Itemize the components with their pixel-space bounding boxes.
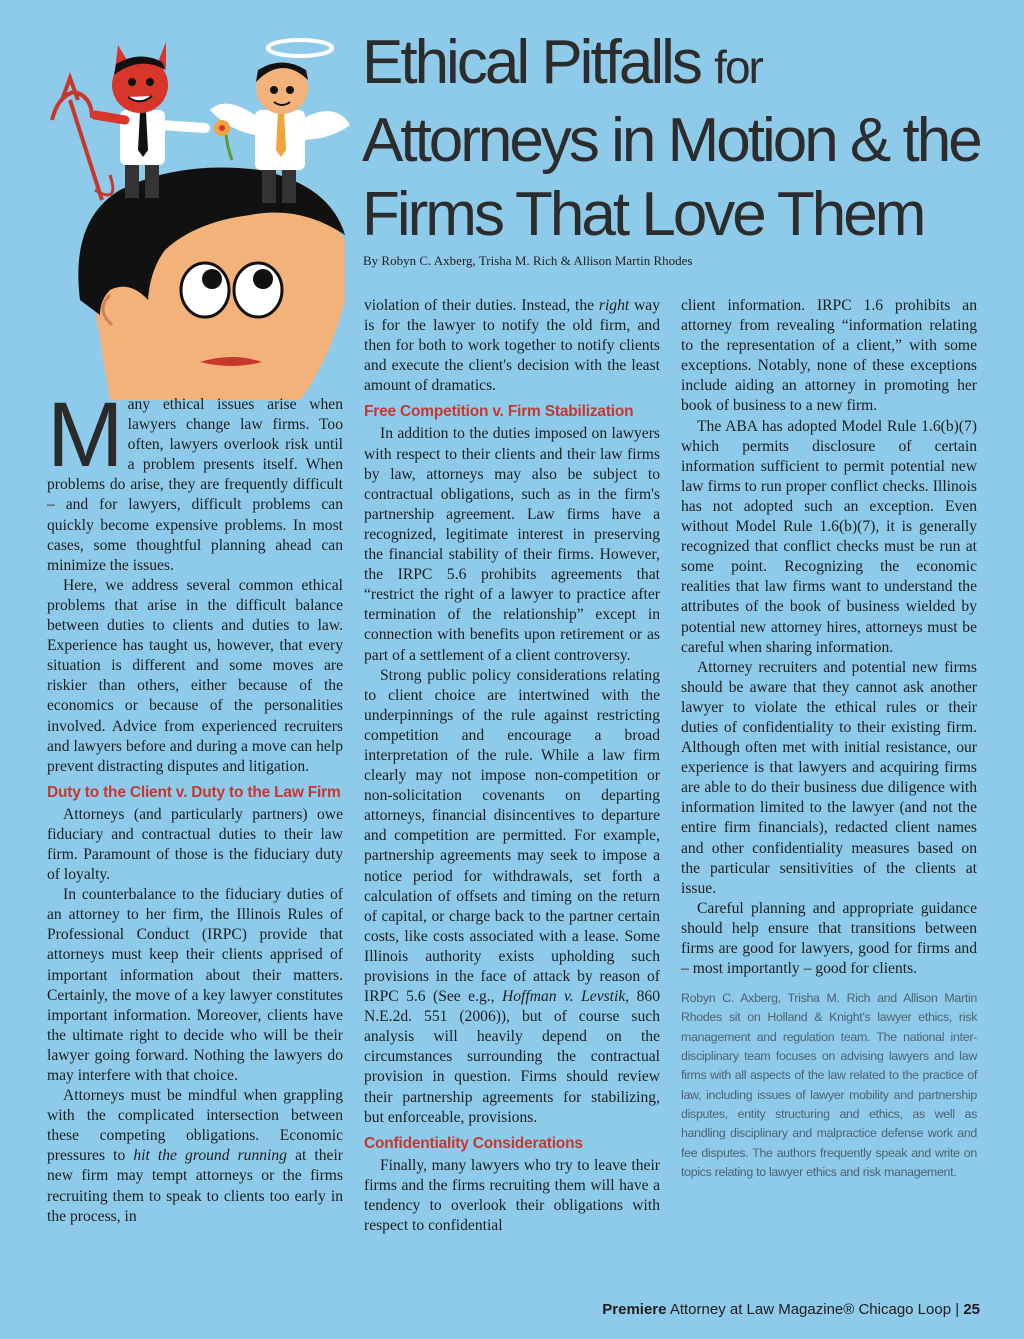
paragraph: Here, we address several common ethical problems that arise in the difficult balance between duties to clients and duties to law. Experience has taught us, however, that every situation is different and some moves are riskier than others, either because of the economics or because of the personalities involved. Advice from experienced recruiters and lawyers before and during a move can help prevent distracting disputes and litigation. <box>47 576 343 775</box>
paragraph: Careful planning and appropriate guidance should help ensure that transitions between firms are good for lawyers, good for firms and – most importantly – good for clients. <box>681 899 977 978</box>
page-footer <box>602 1301 980 1318</box>
byline: By Robyn C. Axberg, Trisha M. Rich & Allison Martin Rhodes <box>363 253 693 268</box>
column-1 <box>47 384 343 1227</box>
paragraph: Attorneys must be mindful when grappling with the complicated intersection between these competing obligations. Economic pressures to hit the ground running at their new firm may tempt attorneys or the firms recruiting them to speak to clients too early in the process, in <box>47 1087 343 1225</box>
paragraph: The ABA has adopted Model Rule 1.6(b)(7) which permits disclosure of certain information sufficient to permit potential new law firms to run proper conflict checks. Illinois has not adopted such an exception. Even without Model Rule 1.6(b)(7), it is generally recognized that conflict checks must be run at some point. Recognizing the economic realities that law firms want to understand the attributes of the book of business wielded by potential new attorney hires, attorneys must be careful when sharing information. <box>681 417 977 656</box>
paragraph: Finally, many lawyers who try to leave their firms and the firms recruiting them will have a tendency to overlook their obligations with respect to confidential <box>364 1156 660 1235</box>
paragraph: In addition to the duties imposed on lawyers with respect to their clients and their law firms by law, attorneys may also be subject to contractual obligations, such as in the firm's partnership agreement. Law firms have a recognized, legitimate interest in preserving the financial stability of their firms. However, the IRPC 5.6 prohibits agreements that “restrict the right of a lawyer to practice after termination of the relationship” except in connection with benefits upon retirement or as part of a settlement of a client controversy. <box>364 425 660 664</box>
worried-head-icon <box>78 168 345 401</box>
title-line1: Ethical Pitfalls <box>362 28 700 97</box>
paragraph: Strong public policy considerations relating to client choice are intertwined with the underpinnings of the rule against restricting competition and encourage a broad interpretation of the rule. While a law firm clearly may not impose non-competition or non-solicitation covenants on departing attorneys, financial disincentives to departure and competition are permitted. For example, partnership agreements may seek to impose a notice period for withdrawals, set forth a calculation of offsets and timing on the return of capital, or charge back to the partner certain costs, like costs associated with a lease. Some Illinois authority exists upholding such provisions in the face of attack by reason of IRPC 5.6 (See e.g., Hoffman v. Levstik, 860 N.E.2d. 551 (2006)), but of course such analysis will heavily depend on the circumstances surrounding the contractual provision in question. Firms should review their partnership agreements for stabilizing, but enforceable, provisions. <box>364 666 660 1126</box>
drop-cap: M <box>47 384 122 486</box>
title-line1-small: for <box>714 41 762 93</box>
magazine-brand: Premiere <box>602 1301 667 1318</box>
paragraph: Attorney recruiters and potential new firms should be aware that they cannot ask another lawyer to violate the ethical rules or their duties of confidentiality to their existing firm. Although often met with initial resistance, our experience is that lawyers and acquiring firms are able to do their business due diligence with information limited to the lawyer (and not the entire firm financials), redacted client names and other confidentiality measures based on the particular sensitivities of the clients at issue. <box>681 658 977 897</box>
paragraph: violation of their duties. Instead, the right way is for the lawyer to notify the old firm, and then for both to work together to notify clients and execute the client's decision with the least amount of dramatics. <box>364 297 660 395</box>
paragraph: Attorneys (and particularly partners) owe fiduciary and contractual duties to their law firm. Paramount of those is the fiduciary duty of loyalty. <box>47 805 343 884</box>
article-title <box>362 26 1002 252</box>
section-heading: Confidentiality Considerations <box>364 1134 583 1152</box>
paragraph: client information. IRPC 1.6 prohibits an attorney from revealing “information relating to the representation of a client,” with some exceptions. Notably, none of these exceptions include aiding an attorney in promoting her book of business to a new firm. <box>681 297 977 415</box>
paragraph: any ethical issues arise when lawyers change law firms. Too often, lawyers overlook risk until a problem presents itself. When problems do arise, they are frequently difficult – and for lawyers, difficult problems can quickly become expensive problems. In most cases, some thoughtful planning ahead can minimize the issues. <box>47 396 343 574</box>
column-2 <box>364 296 660 1236</box>
title-line2: Attorneys in Motion & the <box>362 106 980 175</box>
illustration <box>0 0 360 400</box>
footer-separator: | <box>955 1301 960 1318</box>
page-number: 25 <box>963 1301 980 1318</box>
paragraph: In counterbalance to the fiduciary duties of an attorney to her firm, the Illinois Rules of Professional Conduct (IRPC) provide that attorneys must keep their clients apprised of important information about their matters. Certainly, the move of a key lawyer constitutes important information. Moreover, clients have the ultimate right to decide who will be their lawyer going forward. Nothing the lawyers do may interfere with that choice. <box>47 886 343 1084</box>
title-line3: Firms That Love Them <box>362 180 924 249</box>
column-3 <box>681 296 977 1182</box>
magazine-name: Attorney at Law Magazine® Chicago Loop <box>669 1301 952 1318</box>
section-heading: Free Competition v. Firm Stabilization <box>364 403 634 421</box>
section-heading: Duty to the Client v. Duty to the Law Firm <box>47 783 341 801</box>
author-bio: Robyn C. Axberg, Trisha M. Rich and Allison Martin Rhodes sit on Holland & Knight's lawyer ethics, risk management and regulation team. The national inter-disciplinary team focuses on advising lawyers and law firms with all aspects of the law related to the practice of law, including issues of lawyer mobility and partnership disputes, entity structuring and ethics, as well as handling disciplinary and malpractice defense work and fee disputes. The authors frequently speak and write on topics relating to lawyer ethics and risk management. <box>681 991 977 1179</box>
